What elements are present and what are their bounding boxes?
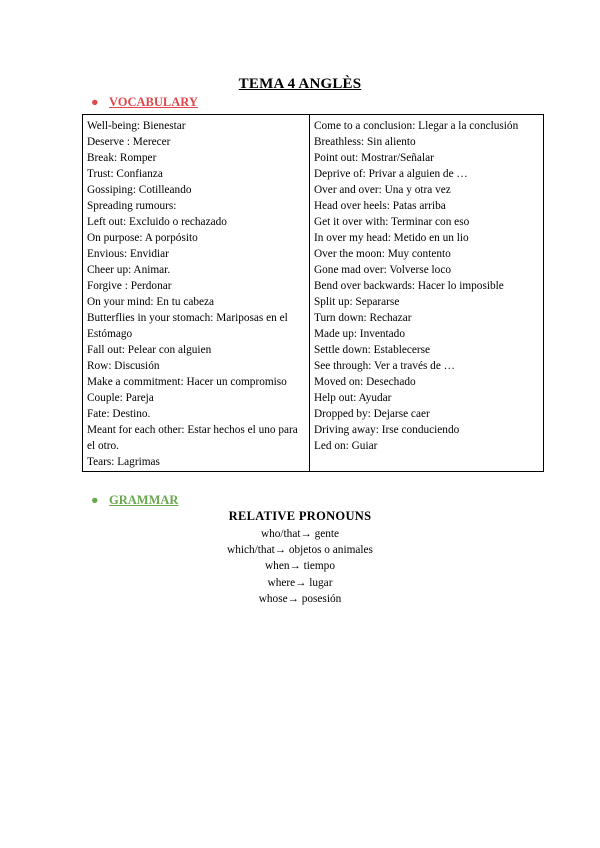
- vocabulary-entry: Spreading rumours:: [87, 200, 177, 212]
- vocabulary-entry: Make a commitment: Hacer un compromiso: [87, 376, 287, 388]
- vocabulary-entry: Get it over with: Terminar con eso: [314, 216, 470, 228]
- vocabulary-entry: Over the moon: Muy contento: [314, 248, 451, 260]
- vocabulary-entry: Head over heels: Patas arriba: [314, 200, 446, 212]
- vocabulary-entry: See through: Ver a través de …: [314, 360, 455, 372]
- vocabulary-entry: In over my head: Metido en un lio: [314, 232, 469, 244]
- vocabulary-entry: Couple: Pareja: [87, 392, 154, 404]
- vocabulary-entry: Dropped by: Dejarse caer: [314, 408, 430, 420]
- vocabulary-entry: Trust: Confianza: [87, 168, 163, 180]
- vocabulary-entry: Help out: Ayudar: [314, 392, 392, 404]
- vocabulary-entry: Split up: Separarse: [314, 296, 400, 308]
- relative-pronoun-item: which/that→ objetos o animales: [227, 544, 373, 557]
- vocabulary-entry: Turn down: Rechazar: [314, 312, 412, 324]
- bullet-icon: ●: [91, 95, 99, 109]
- vocabulary-entry: Meant for each other: Estar hechos el uno para el otro.: [87, 424, 298, 452]
- vocabulary-entry: Made up: Inventado: [314, 328, 405, 340]
- bullet-icon: ●: [91, 493, 99, 507]
- vocabulary-heading: [91, 95, 198, 110]
- vocabulary-entry: Led on: Guiar: [314, 440, 378, 452]
- vocabulary-column-right: [310, 115, 543, 471]
- page-title: TEMA 4 ANGLÈS: [238, 76, 362, 92]
- vocabulary-entry: Bend over backwards: Hacer lo imposible: [314, 280, 504, 292]
- vocabulary-entry: Butterflies in your stomach: Mariposas en el Estómago: [87, 312, 288, 340]
- vocabulary-entry: Row: Discusión: [87, 360, 160, 372]
- vocabulary-entry: Moved on: Desechado: [314, 376, 416, 388]
- vocabulary-entry: Fall out: Pelear con alguien: [87, 344, 212, 356]
- vocabulary-entry: Forgive : Perdonar: [87, 280, 172, 292]
- vocabulary-entry: Settle down: Establecerse: [314, 344, 431, 356]
- vocabulary-entry: Left out: Excluido o rechazado: [87, 216, 227, 228]
- vocabulary-entry: Gossiping: Cotilleando: [87, 184, 192, 196]
- vocabulary-table: [82, 114, 544, 472]
- relative-pronouns-title: RELATIVE PRONOUNS: [228, 509, 372, 523]
- vocabulary-entry: On purpose: A porpósito: [87, 232, 198, 244]
- relative-pronoun-item: when→ tiempo: [265, 560, 335, 573]
- vocabulary-entry: Break: Romper: [87, 152, 157, 164]
- relative-pronoun-item: who/that→ gente: [260, 528, 340, 540]
- vocabulary-entry: Cheer up: Animar.: [87, 264, 171, 276]
- vocabulary-entry: Over and over: Una y otra vez: [314, 184, 451, 196]
- vocabulary-entry: Fate: Destino.: [87, 408, 151, 420]
- vocabulary-entry: Breathless: Sin aliento: [314, 136, 416, 148]
- vocabulary-column-left: [83, 115, 310, 471]
- vocabulary-entry: Deserve : Merecer: [87, 136, 171, 148]
- relative-pronouns-list: [0, 526, 600, 607]
- vocabulary-entry: Well-being: Bienestar: [87, 120, 186, 132]
- relative-pronoun-item: where→ lugar: [267, 576, 333, 589]
- vocabulary-entry: On your mind: En tu cabeza: [87, 296, 215, 308]
- vocabulary-entry: Envious: Envidiar: [87, 248, 169, 260]
- vocabulary-heading-label: VOCABULARY: [109, 95, 198, 109]
- vocabulary-entry: Point out: Mostrar/Señalar: [314, 152, 434, 164]
- relative-pronoun-item: whose→ posesión: [258, 592, 342, 605]
- vocabulary-entry: Gone mad over: Volverse loco: [314, 264, 451, 276]
- vocabulary-entry: Driving away: Irse conduciendo: [314, 424, 460, 436]
- vocabulary-entry: Come to a conclusion: Llegar a la conclusión: [314, 120, 519, 132]
- grammar-heading-label: GRAMMAR: [109, 493, 179, 507]
- vocabulary-entry: Tears: Lagrimas: [87, 456, 160, 468]
- vocabulary-entry: Deprive of: Privar a alguien de …: [314, 168, 468, 180]
- grammar-heading: [91, 493, 178, 508]
